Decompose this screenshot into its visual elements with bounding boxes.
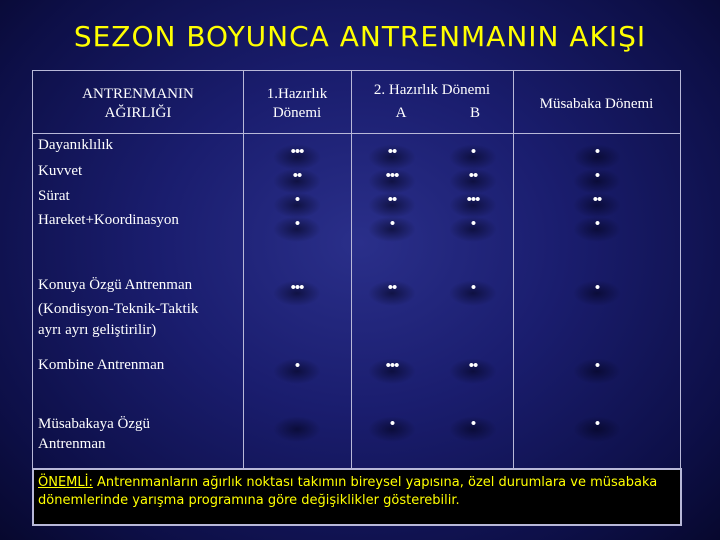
header-weight [33, 85, 243, 123]
cell-hareket-prep1: • [256, 213, 338, 235]
important-note [32, 468, 682, 526]
row-label-kuvvet: Kuvvet [38, 163, 83, 179]
note-lead: ÖNEMLİ: [38, 475, 93, 490]
header-prep2-b: B [469, 105, 480, 121]
header-prep1-line1: 1.Hazırlık [266, 86, 328, 102]
cell-dayaniklilik-prep2a: •• [351, 141, 433, 163]
cell-konuya-competition: • [556, 277, 638, 299]
cell-konuya-prep2a: •• [351, 277, 433, 299]
cell-dayaniklilik-competition: • [556, 141, 638, 163]
cell-musabakaya-prep2a: • [351, 413, 433, 435]
row-label-kombine: Kombine Antrenman [38, 357, 165, 373]
cell-hareket-prep2b: • [432, 213, 514, 235]
row-label-surat: Sürat [38, 188, 70, 204]
cell-surat-prep2b: ••• [432, 189, 514, 211]
cell-kuvvet-prep1: •• [256, 165, 338, 187]
training-table [32, 70, 681, 469]
header-prep1-line2: Dönemi [272, 105, 322, 121]
cell-dayaniklilik-prep2b: • [432, 141, 514, 163]
cell-musabakaya-competition: • [556, 413, 638, 435]
divider [680, 71, 681, 469]
cell-kombine-competition: • [556, 355, 638, 377]
row-label-musabakaya-1: Müsabakaya Özgü [38, 416, 151, 432]
cell-kombine-prep2b: •• [432, 355, 514, 377]
cell-konuya-prep1: ••• [256, 277, 338, 299]
row-label-konuya-2: (Kondisyon-Teknik-Taktik [38, 301, 199, 317]
divider [513, 71, 514, 469]
cell-musabakaya-prep1 [256, 413, 338, 435]
cell-kuvvet-competition: • [556, 165, 638, 187]
header-prep2-title: 2. Hazırlık Dönemi [373, 82, 491, 98]
row-label-konuya-3: ayrı ayrı geliştirilir) [38, 322, 157, 338]
cell-konuya-prep2b: • [432, 277, 514, 299]
cell-hareket-prep2a: • [351, 213, 433, 235]
cell-surat-prep2a: •• [351, 189, 433, 211]
row-label-konuya-1: Konuya Özgü Antrenman [38, 277, 193, 293]
divider [351, 71, 352, 469]
row-label-hareket: Hareket+Koordinasyon [38, 212, 179, 228]
page-title: SEZON BOYUNCA ANTRENMANIN AKIŞI [73, 20, 647, 53]
row-label-musabakaya-2: Antrenman [38, 436, 106, 452]
cell-musabakaya-prep2b: • [432, 413, 514, 435]
header-competition: Müsabaka Dönemi [539, 96, 654, 112]
header-prep2 [351, 81, 513, 126]
header-prep2-a: A [395, 105, 407, 121]
cell-kombine-prep1: • [256, 355, 338, 377]
cell-surat-prep1: • [256, 189, 338, 211]
cell-kombine-prep2a: ••• [351, 355, 433, 377]
header-prep1 [243, 85, 351, 123]
cell-kuvvet-prep2a: ••• [351, 165, 433, 187]
note-text: Antrenmanların ağırlık noktası takımın bireysel yapısına, özel durumlara ve müsabaka dönemlerinde yarışma programına göre değişiklikler gösterebilir. [38, 475, 658, 508]
divider [243, 71, 244, 469]
divider [33, 133, 681, 134]
header-weight-line2: AĞIRLIĞI [104, 105, 172, 121]
cell-kuvvet-prep2b: •• [432, 165, 514, 187]
cell-surat-competition: •• [556, 189, 638, 211]
row-label-dayaniklilik: Dayanıklılık [38, 137, 113, 153]
cell-hareket-competition: • [556, 213, 638, 235]
header-weight-line1: ANTRENMANIN [82, 86, 194, 102]
cell-dayaniklilik-prep1: ••• [256, 141, 338, 163]
